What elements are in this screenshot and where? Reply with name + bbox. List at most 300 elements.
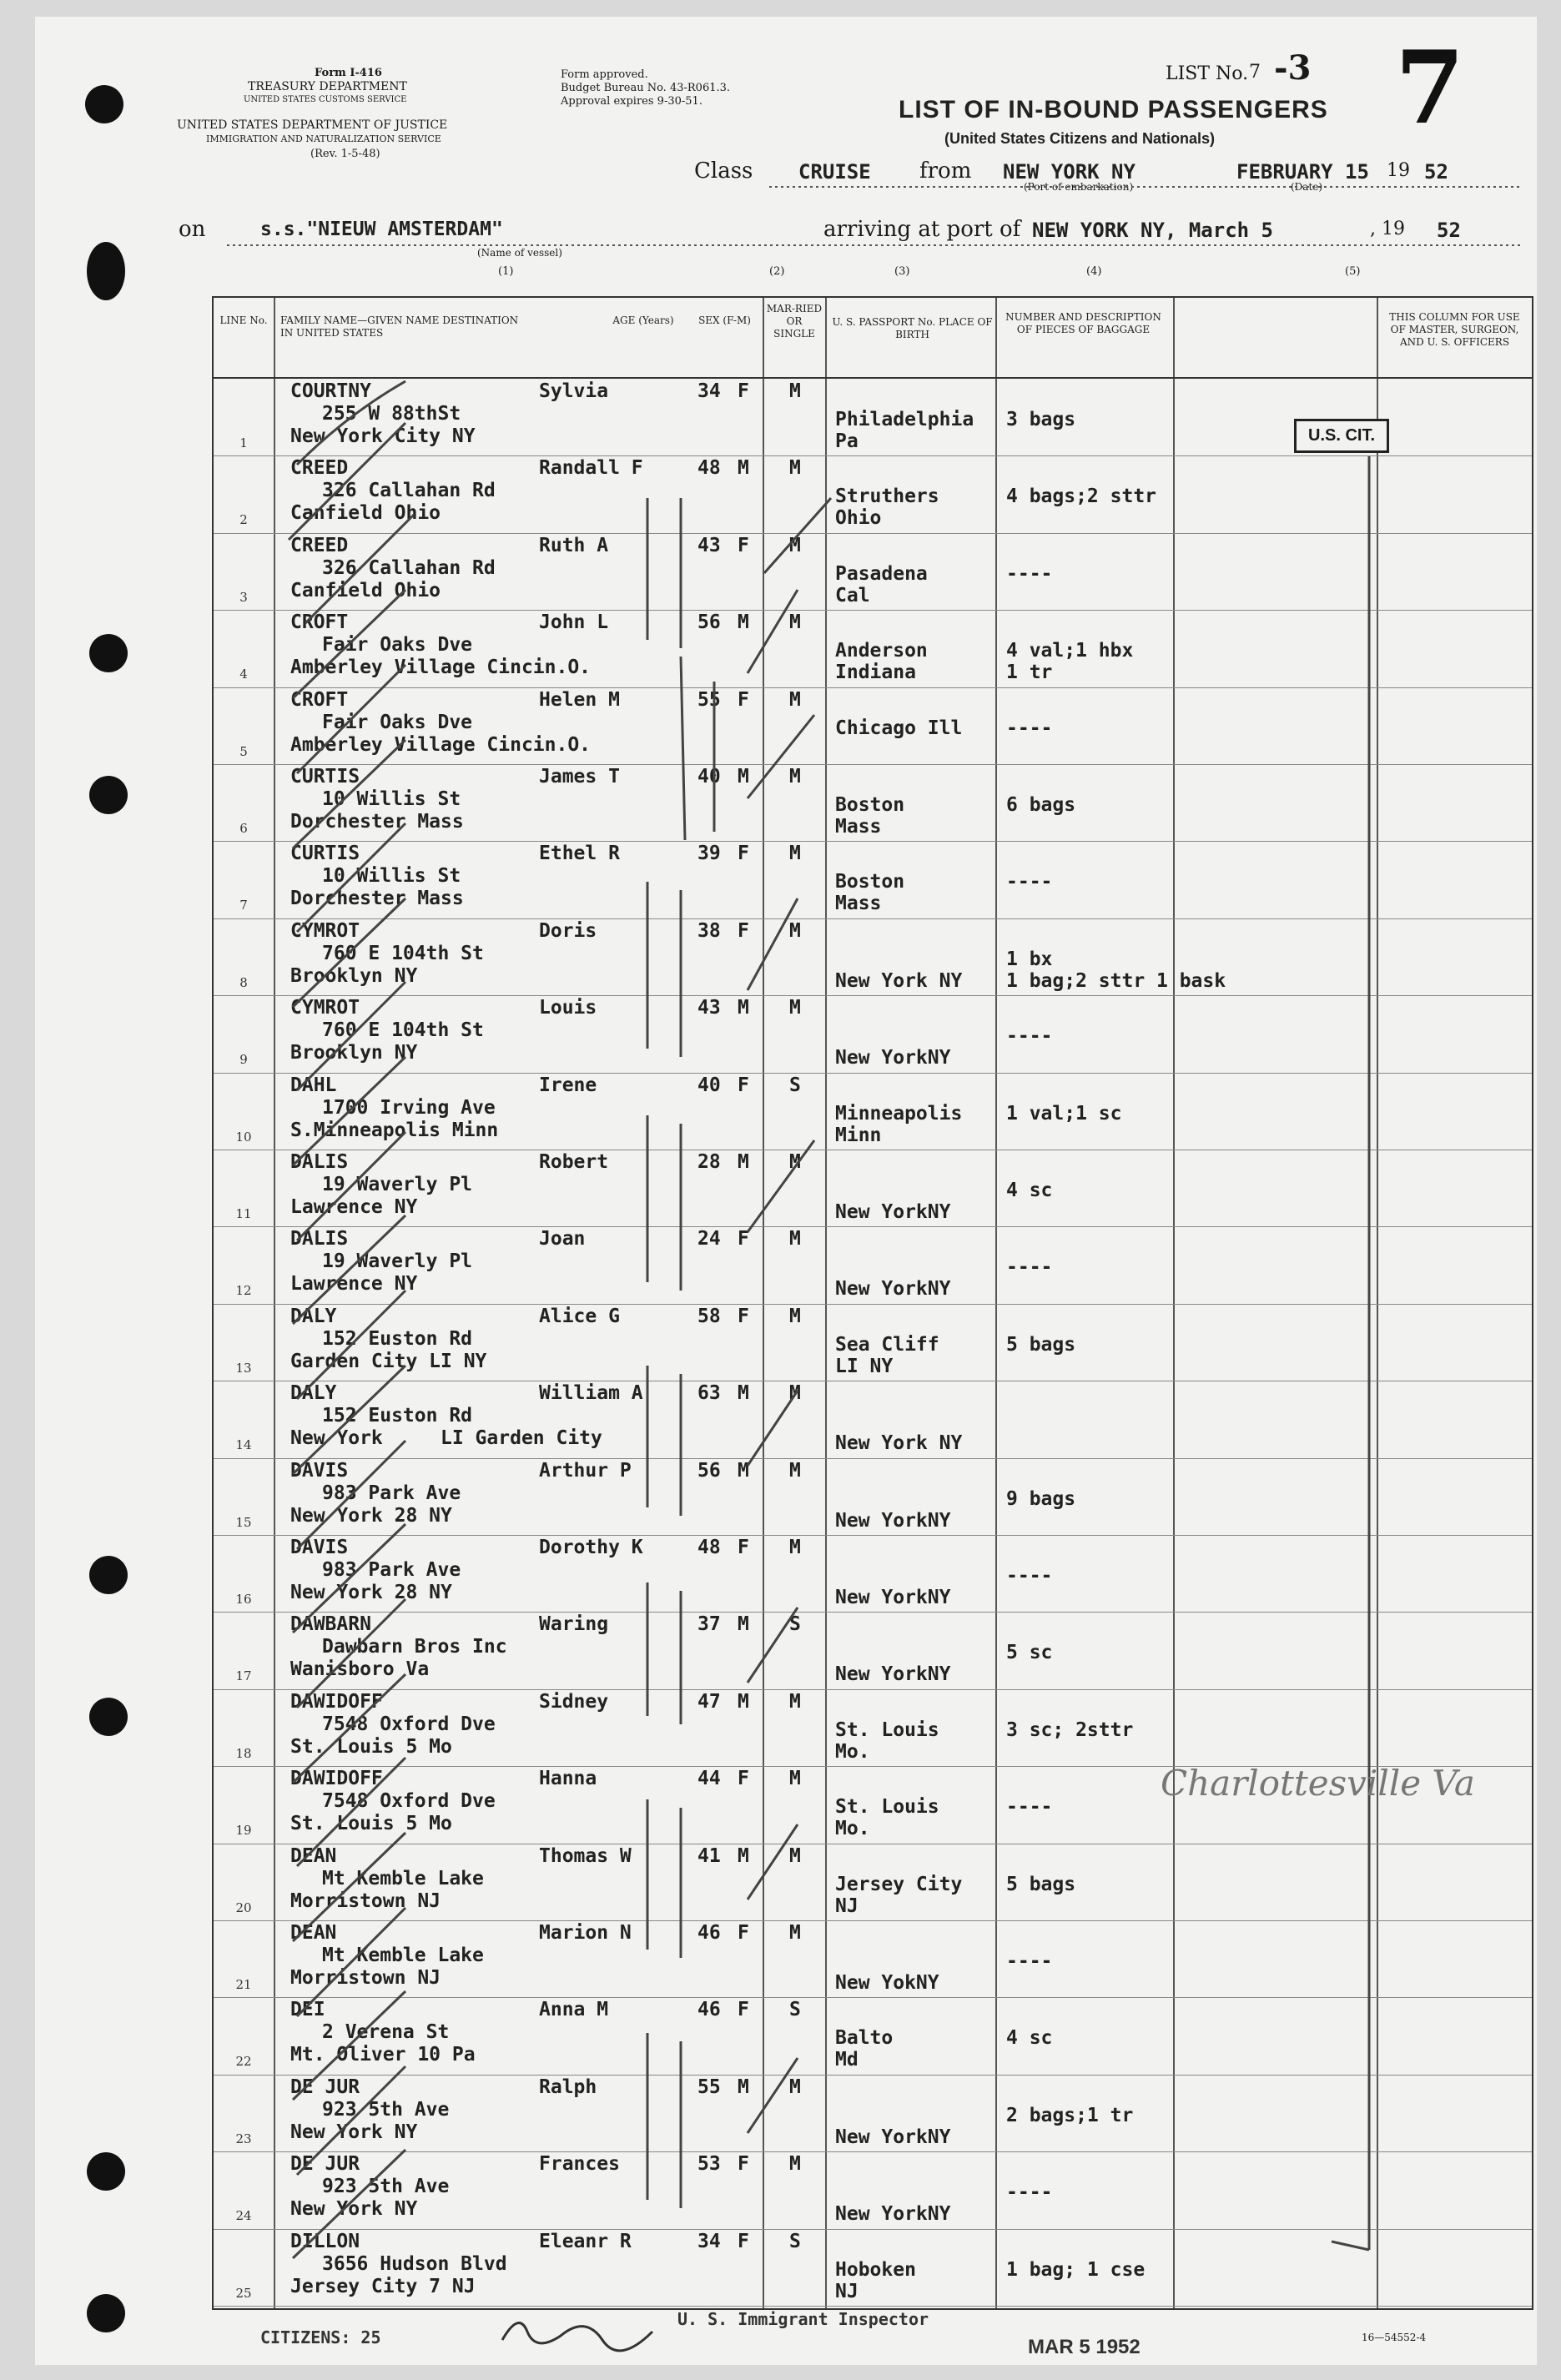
line-number: 4 [239,667,248,682]
date-stamp: MAR 5 1952 [1028,2336,1141,2358]
given-name: Alice G [539,1305,620,1327]
marital-status: S [789,2230,801,2252]
birthplace-line-2: Md [835,2049,859,2071]
family-name: CYMROT [290,997,360,1019]
line-number: 6 [239,821,248,836]
list-number-handwritten: -3 [1274,48,1312,88]
col-number-2: (2) [769,265,785,278]
family-name: DALY [290,1305,337,1327]
age: 28 [697,1151,721,1173]
given-name: Anna M [539,1999,609,2021]
col-number-1: (1) [498,265,514,278]
form-code: 16—54552-4 [1362,2332,1427,2343]
header-officers: THIS COLUMN FOR USE OF MASTER, SURGEON, AND U. S. OFFICERS [1389,311,1520,348]
address-line-2: Canfield Ohio [290,579,441,601]
family-name: CURTIS [290,766,360,787]
baggage-line-1: 2 bags;1 tr [1006,2104,1134,2126]
line-number: 24 [235,2208,252,2224]
address-line-1: Fair Oaks Dve [322,634,473,657]
arrival-year: 52 [1437,219,1461,242]
address-line-2: New York 28 NY [290,1504,452,1527]
sex: M [738,1382,749,1405]
given-name: Randall F [539,457,643,480]
marital-status: M [789,1690,801,1713]
given-name: Thomas W [539,1844,632,1867]
family-name: DE JUR [290,2076,360,2098]
address-line-1: 152 Euston Rd [322,1405,473,1427]
birthplace-line-2: Mass [835,893,882,915]
date-caption: (Date) [1291,181,1323,193]
sex: F [738,1228,749,1250]
address-line-2: Amberley Village Cincin.O. [290,657,592,679]
sex: M [738,611,749,634]
sex: M [738,457,749,480]
age: 46 [697,1922,721,1944]
ins-service: IMMIGRATION AND NATURALIZATION SERVICE [206,133,441,144]
given-name: Dorothy K [539,1537,643,1558]
sex: F [738,1768,749,1790]
birthplace-line-2: New YorkNY [835,1047,951,1069]
punch-hole [89,634,128,672]
given-name: Hanna [539,1768,597,1790]
birthplace-line-1: Minneapolis [835,1102,963,1125]
baggage-line-1: ---- [1006,562,1053,585]
birthplace-line-1: Boston [835,871,905,893]
header-line-no: LINE No. [219,314,268,326]
marital-status: M [789,457,801,480]
arrival-year-prefix: , 19 [1370,219,1405,239]
address-line-1: 923 5th Ave [322,2098,450,2121]
sex: F [738,688,749,711]
age: 44 [697,1768,721,1790]
birthplace-line-2: New York NY [835,969,963,992]
address-line-2: New York City NY [290,425,476,447]
from-label: from [919,158,972,184]
marital-status: M [789,2153,801,2176]
line-number: 21 [235,1977,252,1992]
birthplace-line-1: Balto [835,2027,894,2050]
family-name: DALY [290,1382,337,1405]
family-name: CROFT [290,688,349,711]
departure-date: FEBRUARY 15 [1236,160,1369,184]
address-line-2: Morristown NJ [290,1889,441,1912]
marital-status: M [789,766,801,787]
address-line-1: 326 Callahan Rd [322,480,496,502]
address-line-1: Mt Kemble Lake [322,1945,484,1966]
line-number: 14 [235,1437,252,1453]
address-line-1: 983 Park Ave [322,1559,461,1581]
birthplace-line-2: New YorkNY [835,1587,951,1608]
birthplace-line-2: NJ [835,1894,859,1917]
header-married: MAR-RIED OR SINGLE [766,303,823,340]
age: 41 [697,1844,721,1867]
address-line-1: 2 Verena St [322,2021,450,2044]
age: 55 [697,2076,721,2098]
date-year: 52 [1424,160,1448,184]
age: 34 [697,380,721,402]
sex: M [738,1844,749,1867]
address-line-2: Amberley Village Cincin.O. [290,733,592,756]
marital-status: M [789,534,801,556]
baggage-line-1: ---- [1006,1950,1053,1972]
sex: M [738,1151,749,1173]
inspector-signature [494,2307,661,2357]
line-number: 18 [235,1745,252,1761]
given-name: Sylvia [539,380,609,402]
punch-hole [87,2294,125,2332]
line-number: 11 [235,1206,252,1221]
age: 58 [697,1305,721,1327]
baggage-line-1: 3 sc; 2sttr [1006,1718,1134,1741]
birthplace-line-2: LI NY [835,1355,894,1377]
inspector-title: U. S. Immigrant Inspector [677,2309,929,2329]
line-number: 16 [235,1592,252,1607]
address-line-1: 760 E 104th St [322,1019,484,1042]
birthplace-line-1: Philadelphia [835,409,974,430]
marital-status: M [789,380,801,402]
birthplace-line-1: Pasadena [835,562,928,585]
address-line-2: St. Louis 5 Mo [290,1813,452,1835]
family-name: DILLON [290,2230,360,2252]
line-number: 15 [235,1514,252,1530]
marital-status: M [789,1228,801,1250]
marital-status: M [789,1922,801,1944]
given-name: Helen M [539,688,620,711]
given-name: Robert [539,1151,609,1173]
line-number: 19 [235,1823,252,1839]
age: 63 [697,1382,721,1405]
approval-line-3: Approval expires 9-30-51. [561,95,702,108]
age: 56 [697,1459,721,1482]
address-line-1: 326 Callahan Rd [322,556,496,579]
address-line-2: St. Louis 5 Mo [290,1735,452,1758]
address-line-1: 7548 Oxford Dve [322,1713,496,1735]
birthplace-line-2: New YorkNY [835,1509,951,1532]
family-name: DAWIDOFF [290,1690,383,1713]
given-name: John L [539,611,609,634]
birthplace-line-1: Boston [835,794,905,816]
line-number: 17 [235,1668,252,1684]
sex: F [738,843,749,865]
address-line-1: 923 5th Ave [322,2176,450,2198]
handwriting-overlay [214,298,1532,2308]
line-number: 13 [235,1360,252,1376]
col-number-3: (3) [894,265,910,278]
baggage-line-1: ---- [1006,1565,1053,1587]
line-number: 1 [239,435,248,450]
age: 37 [697,1613,721,1636]
sex: F [738,2230,749,2252]
given-name: James T [539,766,620,787]
birthplace-line-2: Minn [835,1124,882,1146]
birthplace-line-2: Pa [835,430,859,452]
age: 53 [697,2153,721,2176]
birthplace-line-2: New YokNY [835,1972,939,1994]
baggage-line-1: ---- [1006,871,1053,893]
family-name: DAVIS [290,1537,349,1558]
line-number: 22 [235,2054,252,2070]
sex: M [738,1690,749,1713]
address-line-2: Lawrence NY [290,1196,418,1218]
birthplace-line-2: NJ [835,2280,859,2302]
given-name: Sidney [539,1690,609,1713]
birthplace-line-2: Ohio [835,507,882,530]
address-line-2: Garden City LI NY [290,1350,487,1372]
baggage-line-1: 9 bags [1006,1487,1076,1510]
baggage-line-1: 1 bag; 1 cse [1006,2258,1146,2281]
marital-status: M [789,919,801,942]
given-name: Joan [539,1228,586,1250]
list-number-value: 7 [1249,62,1261,83]
arrival-port-date: NEW YORK NY, March 5 [1032,219,1273,242]
age: 48 [697,1537,721,1558]
address-line-2: Dorchester Mass [290,888,464,910]
age: 38 [697,919,721,942]
line-number: 20 [235,1899,252,1915]
given-name: William A [539,1382,643,1405]
vessel-caption: (Name of vessel) [477,247,562,259]
address-line-2: Canfield Ohio [290,502,441,525]
birthplace-line-2: New YorkNY [835,2203,951,2226]
form-number: Form I-416 [315,67,382,79]
date-year-prefix: 19 [1387,160,1410,181]
punch-hole [87,2152,125,2191]
given-name: Arthur P [539,1459,632,1482]
address-line-1: 3656 Hudson Blvd [322,2252,507,2275]
arriving-label: arriving at port of [823,217,1021,242]
punch-hole [85,85,123,123]
family-name: DEI [290,1999,325,2021]
address-line-1: Dawbarn Bros Inc [322,1636,507,1658]
line-number: 12 [235,1283,252,1299]
family-name: DAWIDOFF [290,1768,383,1790]
marital-status: M [789,1768,801,1790]
address-line-2: Mt. Oliver 10 Pa [290,2044,476,2066]
family-name: CYMROT [290,919,360,942]
family-name: CURTIS [290,843,360,865]
line-number: 5 [239,743,248,759]
passenger-table [212,296,1533,2310]
address-line-1: Fair Oaks Dve [322,711,473,733]
age: 39 [697,843,721,865]
list-big-number: 7 [1395,29,1465,147]
given-name: Irene [539,1074,597,1096]
birthplace-line-1: Jersey City [835,1873,963,1895]
family-name: CREED [290,457,349,480]
baggage-line-1: 6 bags [1006,794,1076,816]
baggage-line-1: 1 val;1 sc [1006,1102,1122,1125]
baggage-line-1: 5 sc [1006,1642,1053,1664]
birthplace-line-2: Indiana [835,662,916,684]
sex: F [738,1537,749,1558]
customs-service: UNITED STATES CUSTOMS SERVICE [244,95,407,104]
treasury-dept: TREASURY DEPARTMENT [248,80,407,93]
given-name: Waring [539,1613,609,1636]
class-value: CRUISE [798,160,871,184]
marital-status: M [789,1305,801,1327]
address-line-1: 760 E 104th St [322,942,484,964]
address-line-1: Mt Kemble Lake [322,1867,484,1889]
family-name: CROFT [290,611,349,634]
age: 40 [697,1074,721,1096]
marital-status: S [789,1613,801,1636]
family-name: DE JUR [290,2153,360,2176]
marital-status: S [789,1999,801,2021]
sex: F [738,1074,749,1096]
address-line-2: Lawrence NY [290,1273,418,1296]
sex: M [738,766,749,787]
age: 47 [697,1690,721,1713]
vessel-name: s.s."NIEUW AMSTERDAM" [260,219,503,240]
header-baggage: NUMBER AND DESCRIPTION OF PIECES OF BAGGAGE [1005,311,1161,335]
age: 34 [697,2230,721,2252]
class-line-rule [769,185,1520,190]
given-name: Ruth A [539,534,609,556]
col-number-4: (4) [1086,265,1102,278]
embarkation-port: NEW YORK NY [1003,160,1136,184]
birthplace-line-2: New YorkNY [835,2126,951,2148]
sex: M [738,997,749,1019]
line-number: 8 [239,974,248,990]
address-line-1: 983 Park Ave [322,1482,461,1504]
annotation-charlottesville: Charlottesville Va [1161,1763,1475,1804]
line-number: 2 [239,512,248,528]
baggage-line-1: 5 bags [1006,1333,1076,1356]
baggage-line-1: ---- [1006,1256,1053,1279]
col-number-5: (5) [1345,265,1361,278]
age: 56 [697,611,721,634]
birthplace-line-2: Mass [835,816,882,838]
baggage-line-1: ---- [1006,1796,1053,1819]
line-number: 3 [239,589,248,605]
birthplace-line-2: Cal [835,584,870,606]
address-line-2: Jersey City 7 NJ [290,2275,476,2297]
sex: F [738,1999,749,2021]
marital-status: M [789,688,801,711]
address-line-2: S.Minneapolis Minn [290,1119,499,1141]
baggage-line-1: 1 bx [1006,948,1053,970]
birthplace-line-1: Chicago Ill [835,717,963,739]
baggage-line-1: 4 val;1 hbx [1006,640,1134,662]
age: 43 [697,534,721,556]
birthplace-line-2: New YorkNY [835,1278,951,1301]
baggage-line-1: ---- [1006,1025,1053,1048]
vessel-line-rule [227,244,1520,249]
baggage-line-2: 1 bag;2 sttr 1 bask [1006,969,1226,992]
line-number: 10 [235,1129,252,1145]
birthplace-line-1: Hoboken [835,2258,916,2281]
family-name: DAWBARN [290,1613,371,1636]
sex: M [738,2076,749,2098]
given-name: Frances [539,2153,620,2176]
address-line-1: 19 Waverly Pl [322,1250,473,1273]
given-name: Ethel R [539,843,620,865]
birthplace-line-2: Mo. [835,1818,870,1840]
birthplace-line-2: New York NY [835,1432,963,1455]
birthplace-line-2: Mo. [835,1740,870,1763]
baggage-line-1: 4 sc [1006,2027,1053,2050]
sex: F [738,1922,749,1944]
justice-dept: UNITED STATES DEPARTMENT OF JUSTICE [177,118,448,132]
birthplace-line-1: Anderson [835,640,928,662]
marital-status: M [789,843,801,865]
address-line-2: Morristown NJ [290,1967,441,1989]
embarkation-caption: (Port of embarkation) [1024,181,1134,193]
age: 48 [697,457,721,480]
header-sex: SEX (F-M) [698,314,751,326]
us-citizen-stamp: U.S. CIT. [1294,419,1389,453]
age: 43 [697,997,721,1019]
punch-hole [89,776,128,814]
citizens-count: CITIZENS: 25 [260,2327,381,2347]
revision: (Rev. 1-5-48) [310,148,380,160]
family-name: DALIS [290,1228,349,1250]
line-number: 23 [235,2131,252,2146]
address-line-1: 10 Willis St [322,788,461,810]
marital-status: M [789,1537,801,1558]
family-name: DEAN [290,1922,337,1944]
family-name: DAVIS [290,1459,349,1482]
manifest-page [35,17,1537,2365]
document-title: LIST OF IN-BOUND PASSENGERS [899,96,1328,123]
sex: F [738,534,749,556]
address-line-2: Wanisboro Va [290,1658,430,1681]
given-name: Louis [539,997,597,1019]
baggage-line-1: ---- [1006,2181,1053,2204]
marital-status: M [789,1382,801,1405]
given-name: Marion N [539,1922,632,1944]
marital-status: M [789,2076,801,2098]
document-subtitle: (United States Citizens and Nationals) [944,130,1216,147]
family-name: DEAN [290,1844,337,1867]
birthplace-line-2: New YorkNY [835,1201,951,1223]
baggage-line-1: 3 bags [1006,409,1076,430]
sex: M [738,1613,749,1636]
birthplace-line-1: St. Louis [835,1796,939,1819]
address-line-2: New York LI Garden City [290,1427,602,1450]
marital-status: M [789,997,801,1019]
birthplace-line-2: New YorkNY [835,1663,951,1686]
punch-hole [89,1698,128,1736]
sex: F [738,380,749,402]
given-name: Doris [539,919,597,942]
punch-hole [87,242,125,300]
sex: F [738,1305,749,1327]
address-line-2: Dorchester Mass [290,811,464,833]
baggage-line-1: ---- [1006,717,1053,739]
age: 24 [697,1228,721,1250]
approval-line-2: Budget Bureau No. 43-R061.3. [561,82,731,94]
sex: F [738,919,749,942]
address-line-1: 10 Willis St [322,865,461,888]
header-name: FAMILY NAME—GIVEN NAME DESTINATION IN UNITED STATES [280,314,519,339]
address-line-1: 7548 Oxford Dve [322,1790,496,1813]
age: 55 [697,688,721,711]
class-label: Class [694,158,753,184]
on-label: on [179,217,206,242]
baggage-line-1: 4 bags;2 sttr [1006,486,1157,508]
family-name: COURTNY [290,380,371,402]
baggage-line-1: 5 bags [1006,1873,1076,1895]
address-line-1: 255 W 88thSt [322,403,461,425]
address-line-1: 1700 Irving Ave [322,1096,496,1119]
birthplace-line-1: Struthers [835,486,939,508]
age: 40 [697,766,721,787]
approval-line-1: Form approved. [561,68,648,81]
address-line-1: 152 Euston Rd [322,1327,473,1350]
address-line-2: Brooklyn NY [290,1042,418,1064]
birthplace-line-1: Sea Cliff [835,1333,939,1356]
